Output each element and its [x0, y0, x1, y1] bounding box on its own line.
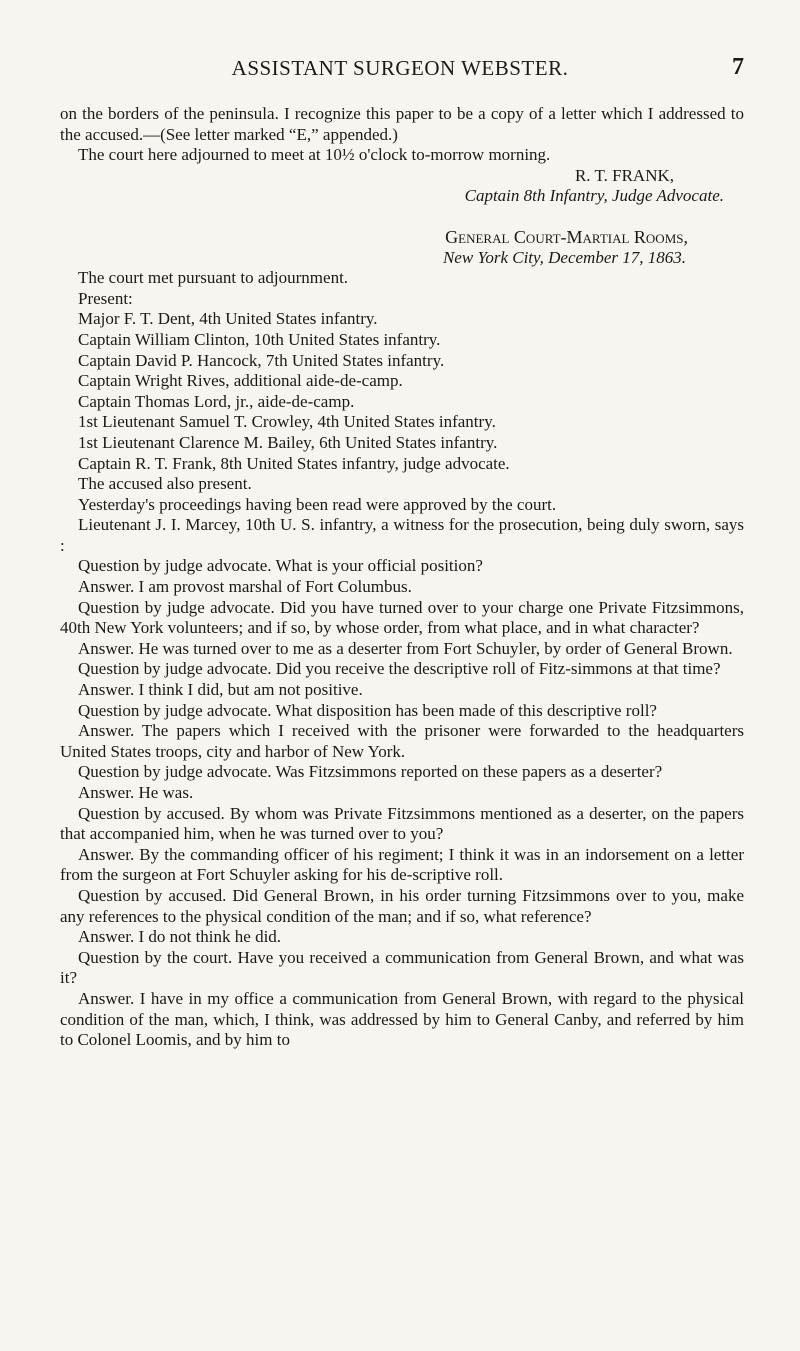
testimony-paragraph: Answer. He was. [78, 783, 194, 802]
present-member: Captain David P. Hancock, 7th United States infantry. [78, 350, 445, 370]
testimony-paragraph: Question by judge advocate. Did you receive the descriptive roll of Fitz-simmons at that time? [78, 659, 721, 679]
testimony-paragraph: Question by judge advocate. What is your official position? [78, 556, 483, 576]
present-member: 1st Lieutenant Samuel T. Crowley, 4th United States infantry. [78, 412, 496, 432]
present-member: Captain Wright Rives, additional aide-de-camp. [78, 371, 403, 391]
testimony-paragraph: Answer. I am provost marshal of Fort Columbus. [78, 577, 412, 597]
testimony-paragraph: Answer. He was turned over to me as a deserter from Fort Schuyler, by order of General Brown. [78, 638, 733, 658]
present-member: Captain Thomas Lord, jr., aide-de-camp. [78, 391, 355, 411]
present-member: 1st Lieutenant Clarence M. Bailey, 6th United States infantry. [78, 432, 498, 452]
page-number: 7 [732, 54, 744, 80]
signature-title: Captain 8th Infantry, Judge Advocate. [464, 186, 724, 206]
page-body [60, 104, 744, 1051]
testimony-paragraph: Question by accused. By whom was Private Fitzsimmons mentioned as a deserter, on the papers that accompanied him, when he was turned over to you? [60, 803, 744, 844]
testimony-paragraph: Question by judge advocate. Did you have turned over to your charge one Private Fitzsimmons, 40th New York volunteers; and if so, by whose order, from what place, and in what character? [60, 597, 744, 638]
testimony-paragraph: Question by judge advocate. Was Fitzsimmons reported on these papers as a deserter? [78, 762, 663, 782]
present-member: Major F. T. Dent, 4th United States infantry. [78, 309, 378, 329]
paragraph: on the borders of the peninsula. I recognize this paper to be a copy of a letter which I addressed to the accused.—(See letter marked “E,” appended.) [60, 104, 744, 144]
testimony-paragraph: Question by judge advocate. What disposition has been made of this descriptive roll? [78, 700, 657, 720]
present-member: Captain R. T. Frank, 8th United States infantry, judge advocate. [78, 453, 510, 473]
session-line: Present: [78, 288, 133, 308]
testimony-paragraph: Answer. I think I did, but am not positive. [78, 680, 363, 700]
testimony-paragraph: Yesterday's proceedings having been read were approved by the court. [78, 494, 557, 514]
testimony-paragraph: Answer. By the commanding officer of his regiment; I think it was in an indorsement on a letter from the surgeon at Fort Schuyler asking for his de-scriptive roll. [60, 844, 744, 885]
place-line-1: General Court-Martial Rooms, [445, 226, 688, 247]
testimony-paragraph: Answer. I have in my office a communication from General Brown, with regard to the physical condition of the man, which, I think, was addressed by him to General Canby, and referred by him to Colonel Loomis, and by him to [60, 988, 744, 1050]
place-line-2: New York City, December 17, 1863. [442, 247, 686, 267]
testimony-paragraph: Answer. The papers which I received with the prisoner were forwarded to the headquarters United States troops, city and harbor of New York. [60, 721, 744, 761]
testimony-paragraph: Lieutenant J. I. Marcey, 10th U. S. infantry, a witness for the prosecution, being duly sworn, says : [60, 515, 744, 555]
testimony-paragraph: Question by the court. Have you received a communication from General Brown, and what was it? [60, 947, 744, 988]
present-list [60, 309, 744, 494]
session-line: The court met pursuant to adjournment. [78, 268, 349, 288]
signature-name: R. T. FRANK, [574, 165, 674, 185]
testimony-paragraph: Answer. I do not think he did. [78, 927, 282, 947]
running-title: ASSISTANT SURGEON WEBSTER. [231, 56, 569, 80]
testimony-paragraph: Question by accused. Did General Brown, in his order turning Fitzsimmons over to you, make any references to the physical condition of the man; and if so, what reference? [60, 885, 744, 926]
present-member: The accused also present. [78, 474, 252, 494]
paragraph: The court here adjourned to meet at 10½ o'clock to-morrow morning. [78, 145, 551, 165]
present-member: Captain William Clinton, 10th United States infantry. [78, 329, 441, 349]
